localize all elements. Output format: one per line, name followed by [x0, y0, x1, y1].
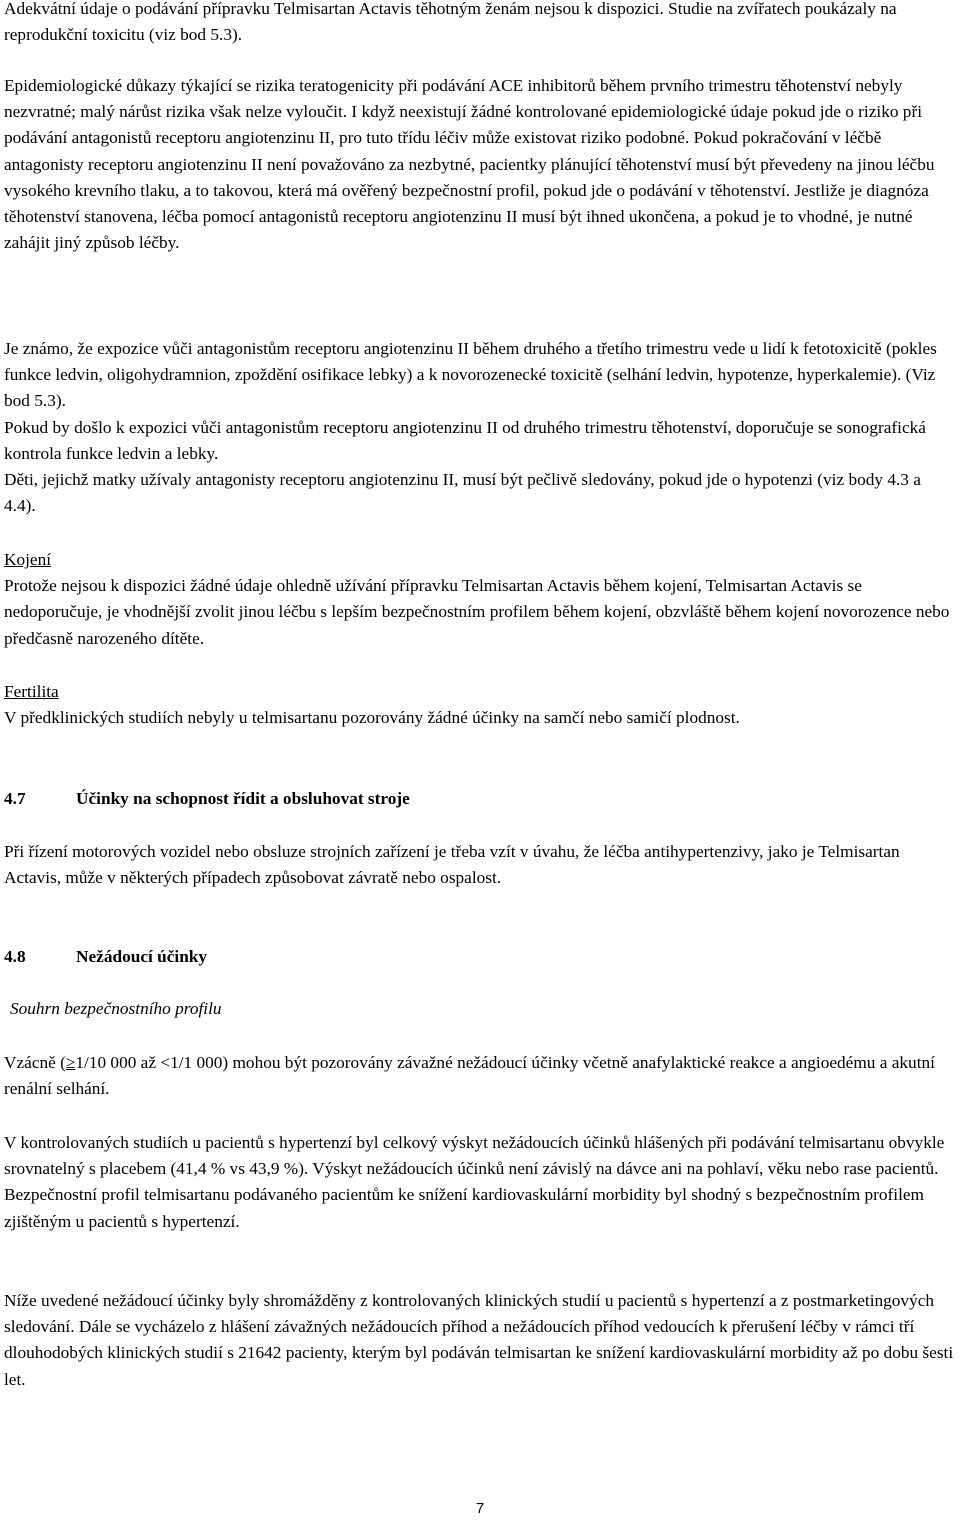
- fertility-text: V předklinických studiích nebyly u telmisartanu pozorovány žádné účinky na samčí nebo samičí plodnost.: [4, 708, 740, 728]
- breastfeeding-title: Kojení: [4, 550, 52, 569]
- section-fertility: [4, 679, 956, 731]
- paragraph-adverse-sources: Níže uvedené nežádoucí účinky byly shromážděny z kontrolovaných klinických studií u pacientů s hypertenzí a z postmarketingových sledování. Dále se vycházelo z hlášení závažných nežádoucích příhod a nežádoucích příhod vedoucích k přerušení léčby v rámci tří dlouhodobých klinických studií s 21642 pacienty, kterým byl podáván telmisartan ke snížení kardiovaskulární morbidity až po dobu šesti let.: [4, 1291, 954, 1389]
- paragraph-fetotoxicity: Je známo, že expozice vůči antagonistům receptoru angiotenzinu II během druhého a třetího trimestru vede u lidí k fetotoxicitě (pokles funkce ledvin, oligohydramnion, zpoždění osifikace lebky) a k novorozenecké toxicitě (selhání ledvin, hypotenze, hyperkalemie). (Viz bod 5.3). Pokud by došlo k expozici vůči antagonistům receptoru angiotenzinu II od druhého trimestru těhotenství, doporučuje se sonografická kontrola funkce ledvin a lebky. Děti, jejichž matky užívaly antagonisty receptoru angiotenzinu II, musí být pečlivě sledovány, pokud jde o hypotenzi (viz body 4.3 a 4.4).: [4, 339, 937, 516]
- paragraph-controlled-studies: V kontrolovaných studiích u pacientů s hypertenzí byl celkový výskyt nežádoucích účinků hlášených při podávání telmisartanu obvykle srovnatelný s placebem (41,4 % vs 43,9 %). Výskyt nežádoucích účinků není závislý na dávce ani na pohlaví, věku nebo rase pacientů. Bezpečnostní profil telmisartanu podávaného pacientům ke snížení kardiovaskulární morbidity byl shodný s bezpečnostním profilem zjištěným u pacientů s hypertenzí.: [4, 1133, 945, 1231]
- paragraph-epidemiology: Epidemiologické důkazy týkající se rizika teratogenicity při podávání ACE inhibitorů během prvního trimestru těhotenství nebyly nezvratné; malý nárůst rizika však nelze vyloučit. I když neexistují žádné kontrolované epidemiologické údaje pokud jde o riziko při podávání antagonistů receptoru angiotenzinu II, pro tuto třídu léčiv může existovat riziko podobné. Pokud pokračování v léčbě antagonisty receptoru angiotenzinu II není považováno za nezbytné, pacientky plánující těhotenství musí být převedeny na jinou léčbu vysokého krevního tlaku, a to takovou, která má ověřený bezpečnostní profil, pokud jde o podávání v těhotenství. Jestliže je diagnóza těhotenství stanovena, léčba pomocí antagonistů receptoru angiotenzinu II musí být ihned ukončena, a pokud je to vhodné, je nutné zahájit jiný způsob léčby.: [4, 76, 935, 253]
- paragraph-pregnancy-data: Adekvátní údaje o podávání přípravku Telmisartan Actavis těhotným ženám nejsou k dispozici. Studie na zvířatech poukázaly na reprodukční toxicitu (viz bod 5.3).: [4, 0, 897, 45]
- section-4-7-heading: 4.7 Účinky na schopnost řídit a obsluhovat stroje: [4, 789, 410, 808]
- paragraph-driving: Při řízení motorových vozidel nebo obsluze strojních zařízení je třeba vzít v úvahu, že léčba antihypertenzivy, jako je Telmisartan Actavis, může v některých případech způsobovat závratě nebo ospalost.: [4, 842, 900, 888]
- breastfeeding-text: Protože nejsou k dispozici žádné údaje ohledně užívání přípravku Telmisartan Actavis během kojení, Telmisartan Actavis se nedoporučuje, je vhodnější zvolit jinou léčbu s lepším bezpečnostním profilem během kojení, obzvláště během kojení novorozence nebo předčasně narozeného dítěte.: [4, 576, 950, 648]
- section-breastfeeding: [4, 547, 956, 652]
- page-number: 7: [475, 1500, 485, 1517]
- section-4-8-heading: 4.8 Nežádoucí účinky: [4, 947, 208, 966]
- fertility-title: Fertilita: [4, 682, 59, 701]
- paragraph-rare-effects: Vzácně (≥1/10 000 až <1/1 000) mohou být pozorovány závažné nežádoucí účinky včetně anafylaktické reakce a angioedému a akutní renální selhání.: [4, 1053, 935, 1099]
- safety-profile-subtitle: Souhrn bezpečnostního profilu: [10, 999, 222, 1018]
